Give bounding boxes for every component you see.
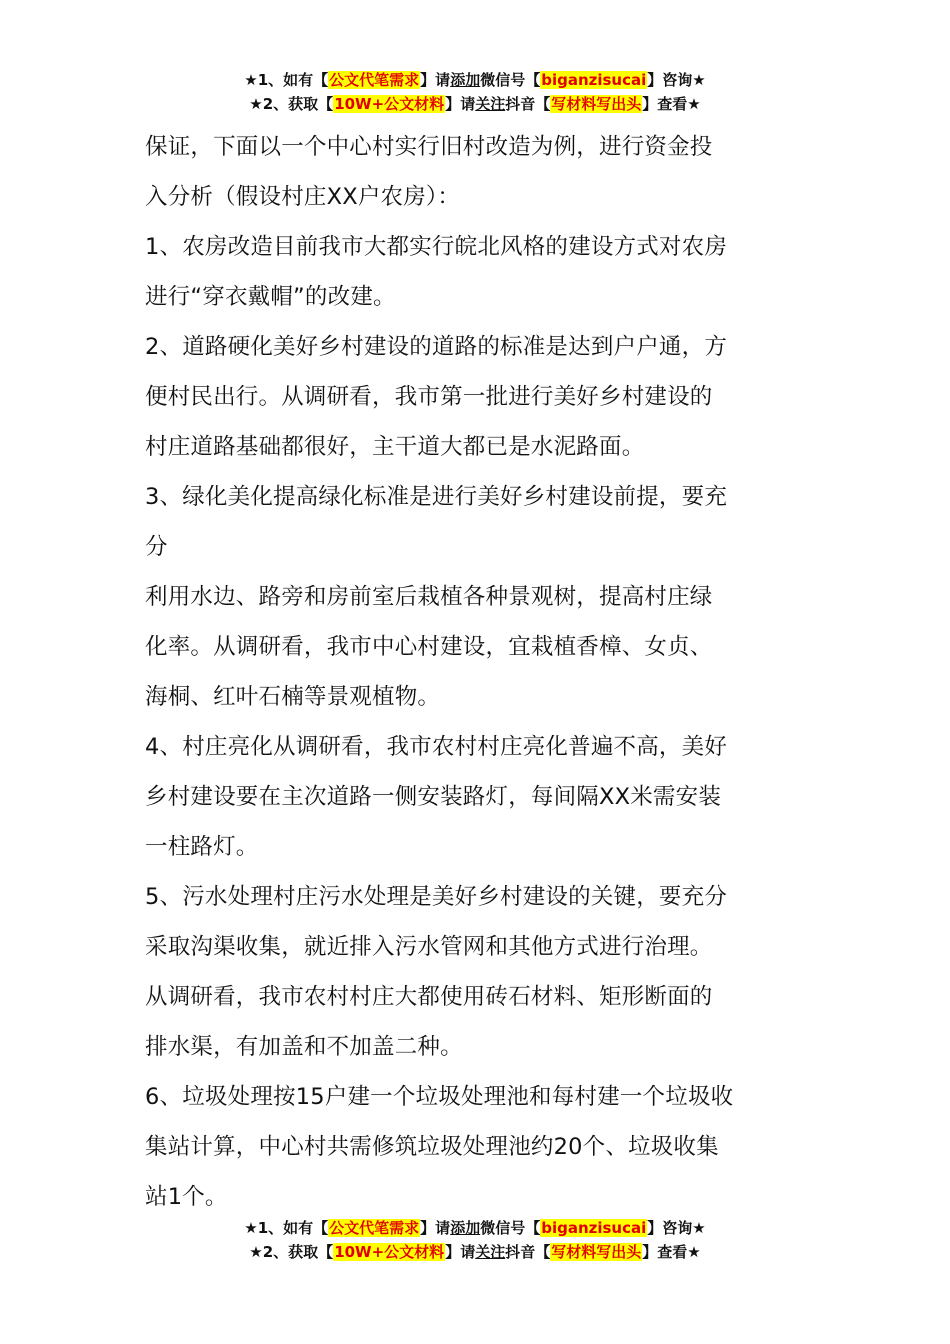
banner-text: 抖音【 — [505, 95, 551, 113]
highlight-douyin: 写材料写出头 — [551, 95, 642, 113]
banner-text: 】请 — [420, 71, 451, 89]
banner-text: ★2、获取【 — [249, 95, 334, 113]
text-line: 一柱路灯。 — [145, 834, 259, 860]
document-body — [145, 122, 810, 1222]
text-line: 排水渠，有加盖和不加盖二种。 — [145, 1034, 463, 1060]
underlined-text: 关注 — [475, 95, 506, 113]
text-line: 村庄道路基础都很好，主干道大都已是水泥路面。 — [145, 434, 645, 460]
banner-text: ★2、获取【 — [249, 1243, 334, 1261]
header-banner — [0, 68, 950, 116]
text-line: 入分析（假设村庄XX户农房）： — [145, 184, 461, 210]
underlined-text: 添加 — [450, 71, 481, 89]
highlight-douyin: 写材料写出头 — [551, 1243, 642, 1261]
banner-line-2 — [0, 92, 950, 116]
highlight-wechat-id: biganzisucai — [541, 1219, 647, 1237]
banner-text: 】请 — [445, 95, 476, 113]
text-line: 利用水边、路旁和房前室后栽植各种景观树，提高村庄绿 — [145, 584, 713, 610]
text-line: 5、污水处理村庄污水处理是美好乡村建设的关键，要充分 — [145, 884, 728, 910]
text-line: 乡村建设要在主次道路一侧安装路灯，每间隔XX米需安装 — [145, 784, 722, 810]
underlined-text: 关注 — [475, 1243, 506, 1261]
banner-text: 】咨询★ — [647, 1219, 706, 1237]
text-line: 保证，下面以一个中心村实行旧村改造为例，进行资金投 — [145, 134, 713, 160]
banner-text: ★1、如有【 — [244, 1219, 329, 1237]
banner-line-1 — [0, 1216, 950, 1240]
text-line: 1、农房改造目前我市大都实行皖北风格的建设方式对农房 — [145, 234, 728, 260]
underlined-text: 添加 — [450, 1219, 481, 1237]
text-line: 站1个。 — [145, 1184, 228, 1210]
highlight-materials: 10W+公文材料 — [334, 95, 445, 113]
text-line: 集站计算，中心村共需修筑垃圾处理池约20个、垃圾收集 — [145, 1134, 719, 1160]
text-line: 2、道路硬化美好乡村建设的道路的标准是达到户户通，方 — [145, 334, 728, 360]
footer-banner — [0, 1216, 950, 1264]
text-line: 3、绿化美化提高绿化标准是进行美好乡村建设前提，要充 — [145, 484, 728, 510]
banner-line-1 — [0, 68, 950, 92]
text-line: 采取沟渠收集，就近排入污水管网和其他方式进行治理。 — [145, 934, 713, 960]
text-line: 海桐、红叶石楠等景观植物。 — [145, 684, 441, 710]
text-line: 从调研看，我市农村村庄大都使用砖石材料、矩形断面的 — [145, 984, 713, 1010]
banner-text: 】查看★ — [642, 1243, 701, 1261]
banner-text: 】请 — [445, 1243, 476, 1261]
banner-text: 】咨询★ — [647, 71, 706, 89]
highlight-service: 公文代笔需求 — [329, 1219, 420, 1237]
highlight-materials: 10W+公文材料 — [334, 1243, 445, 1261]
text-line: 便村民出行。从调研看，我市第一批进行美好乡村建设的 — [145, 384, 713, 410]
banner-text: 抖音【 — [505, 1243, 551, 1261]
text-line: 化率。从调研看，我市中心村建设，宜栽植香樟、女贞、 — [145, 634, 713, 660]
banner-line-2 — [0, 1240, 950, 1264]
text-line: 4、村庄亮化从调研看，我市农村村庄亮化普遍不高，美好 — [145, 734, 728, 760]
banner-text: 微信号【 — [480, 1219, 541, 1237]
highlight-wechat-id: biganzisucai — [541, 71, 647, 89]
highlight-service: 公文代笔需求 — [329, 71, 420, 89]
text-line: 进行“穿衣戴帽”的改建。 — [145, 284, 396, 310]
banner-text: 】请 — [420, 1219, 451, 1237]
banner-text: 微信号【 — [480, 71, 541, 89]
text-line: 分 — [145, 534, 168, 560]
banner-text: ★1、如有【 — [244, 71, 329, 89]
banner-text: 】查看★ — [642, 95, 701, 113]
text-line: 6、垃圾处理按15户建一个垃圾处理池和每村建一个垃圾收 — [145, 1084, 734, 1110]
